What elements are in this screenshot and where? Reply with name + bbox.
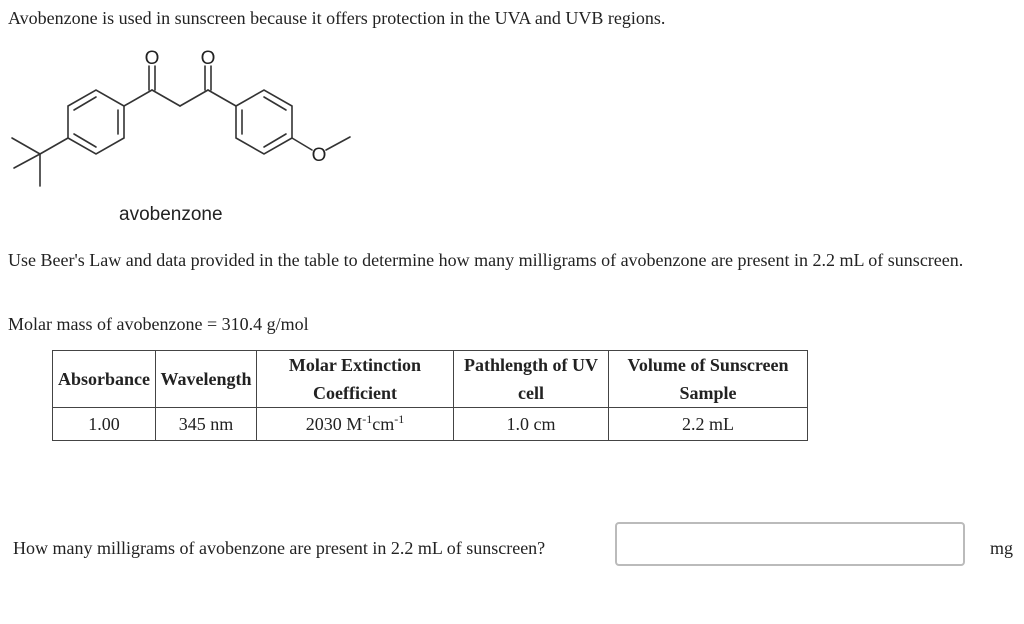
header-pathlength-line1: Pathlength of UV	[464, 355, 598, 375]
ether-oxygen-label: O	[311, 145, 327, 166]
answer-prompt: How many milligrams of avobenzone are present in 2.2 mL of sunscreen?	[13, 538, 546, 558]
cell-molar-extinction	[257, 408, 454, 441]
data-table	[52, 350, 808, 441]
answer-unit-label: mg	[990, 538, 1014, 558]
cell-pathlength: 1.0 cm	[454, 408, 609, 441]
question-text: Use Beer's Law and data provided in the table to determine how many milligrams of avobenzone are present in 2.2 mL of sunscreen.	[8, 250, 964, 270]
header-molar-extinction-line1: Molar Extinction	[288, 355, 422, 375]
table-row	[53, 408, 808, 441]
header-molar-extinction-line2: Coefficient	[313, 383, 397, 403]
header-pathlength-line2: cell	[518, 383, 544, 403]
molar-ext-sup1: -1	[362, 411, 373, 426]
header-pathlength	[454, 351, 609, 408]
ketone-oxygen-label-2: O	[200, 48, 216, 69]
molar-ext-base2: cm	[372, 413, 395, 434]
answer-input[interactable]	[615, 522, 965, 566]
header-volume	[609, 351, 808, 408]
molar-mass-text: Molar mass of avobenzone = 310.4 g/mol	[8, 314, 309, 334]
header-absorbance: Absorbance	[53, 351, 156, 408]
intro-text: Avobenzone is used in sunscreen because it offers protection in the UVA and UVB regions.	[8, 8, 666, 28]
ketone-oxygen-label-1: O	[144, 48, 160, 69]
cell-absorbance: 1.00	[53, 408, 156, 441]
compound-name-label: avobenzone	[119, 204, 223, 225]
header-wavelength: Wavelength	[156, 351, 257, 408]
molar-ext-base1: 2030 M	[305, 413, 363, 434]
cell-volume: 2.2 mL	[609, 408, 808, 441]
header-volume-line1: Volume of Sunscreen	[627, 355, 789, 375]
molar-ext-sup2: -1	[394, 411, 405, 426]
avobenzone-structure-image	[8, 44, 358, 194]
header-molar-extinction	[257, 351, 454, 408]
header-volume-line2: Sample	[679, 383, 737, 403]
cell-wavelength: 345 nm	[156, 408, 257, 441]
table-header-row	[53, 351, 808, 408]
